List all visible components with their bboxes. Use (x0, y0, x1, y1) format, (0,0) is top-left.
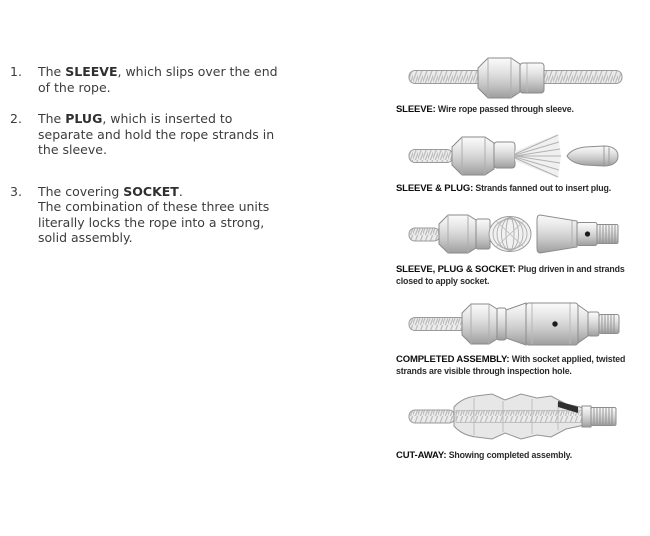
caption-label: SLEEVE & PLUG: (396, 183, 474, 194)
sleeve-plug-socket-illustration (408, 207, 623, 261)
caption-text: Wire rope passed through sleeve. (437, 104, 574, 114)
figure-cut-away (394, 388, 634, 462)
caption-text: Strands fanned out to insert plug. (475, 183, 612, 193)
cut-away-illustration (408, 388, 623, 445)
figure-sleeve-plug (394, 132, 634, 195)
inspection-hole (585, 231, 590, 236)
term-sleeve: SLEEVE (65, 64, 118, 79)
sleeve-illustration (408, 55, 623, 101)
caption-text: Plug driven in and strands closed to apply socket. (396, 264, 625, 286)
instruction-item-sleeve (10, 64, 355, 95)
caption-label: SLEEVE: (396, 104, 436, 115)
item-text: The PLUG, which is inserted to separate and hold the rope strands in the sleeve. (38, 111, 275, 157)
term-socket: SOCKET (123, 183, 179, 199)
item-number: 3. (10, 183, 22, 199)
figure-sleeve-plug-socket (394, 207, 634, 286)
figure-caption (396, 354, 632, 376)
item-number: 2. (10, 111, 22, 126)
caption-text: With socket applied, twisted strands are visible through inspection hole. (396, 354, 626, 376)
sleeve-plug-illustration (408, 132, 623, 180)
instruction-list (10, 64, 355, 246)
figure-caption (396, 264, 632, 286)
instruction-item-plug (10, 111, 355, 158)
figure-completed-assembly (394, 297, 634, 376)
caption-text: Showing completed assembly. (448, 450, 573, 460)
instruction-item-socket (10, 184, 355, 246)
caption-label: CUT-AWAY: (396, 450, 447, 461)
item-text: The covering SOCKET. The combination of these three units literally locks the rope into a strong, solid assembly. (38, 183, 270, 245)
item-text: The SLEEVE, which slips over the end of the rope. (38, 64, 278, 95)
term-plug: PLUG (65, 111, 103, 126)
figure-caption (396, 450, 632, 462)
figure-sleeve (394, 55, 634, 116)
inspection-hole (552, 321, 557, 326)
figure-caption (396, 104, 632, 116)
caption-label: COMPLETED ASSEMBLY: (396, 354, 510, 365)
item-number: 1. (10, 64, 22, 79)
caption-label: SLEEVE, PLUG & SOCKET: (396, 264, 516, 275)
completed-assembly-illustration (408, 297, 623, 351)
figure-caption (396, 183, 632, 195)
